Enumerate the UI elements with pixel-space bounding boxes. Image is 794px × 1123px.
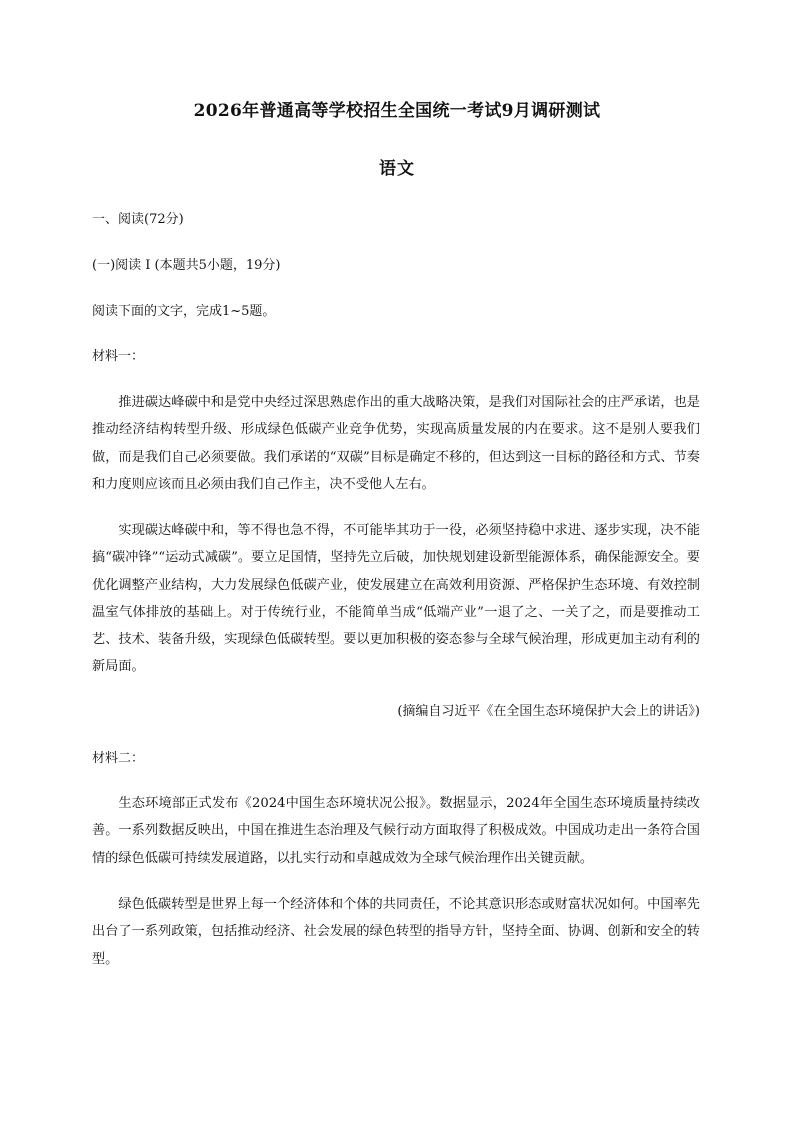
part-heading: (一)阅读 I (本题共5小题，19分) bbox=[92, 258, 281, 273]
material1-paragraph-2: 实现碳达峰碳中和，等不得也急不得，不可能毕其功于一役，必须坚持稳中求进、逐步实现，决不能搞“碳冲锋”“运动式减碳”。要立足国情，坚持先立后破，加快规划建设新型能源体系，确保能源安全。要优化调整产业结构，大力发展绿色低碳产业，使发展建立在高效利用资源、严格保护生态环境、有效控制温室气体排放的基础上。对于传统行业，不能简单当成“低端产业”一退了之、一关了之，而是要推动工艺、技术、装备升级，实现绿色低碳转型。要以更加积极的姿态参与全球气候治理，形成更加主动有利的新局面。 bbox=[92, 523, 700, 675]
subject-title: 语文 bbox=[379, 159, 415, 179]
material2-label: 材料二： bbox=[92, 751, 145, 766]
material2-paragraph-2: 绿色低碳转型是世界上每一个经济体和个体的共同责任，不论其意识形态或财富状况如何。中国率先出台了一系列政策，包括推动经济、社会发展的绿色转型的指导方针，坚持全面、协调、创新和安全的转型。 bbox=[92, 897, 700, 967]
material1-source: (摘编自习近平《在全国生态环境保护大会上的讲话》) bbox=[397, 704, 700, 719]
section-heading: 一、阅读(72分) bbox=[92, 212, 184, 227]
exam-title: 2026年普通高等学校招生全国统一考试9月调研测试 bbox=[193, 101, 601, 121]
material2-paragraph-1: 生态环境部正式发布《2024中国生态环境状况公报》。数据显示，2024年全国生态环境质量持续改善。一系列数据反映出，中国在推进生态治理及气候行动方面取得了积极成效。中国成功走出一条符合国情的绿色低碳可持续发展道路，以扎实行动和卓越成效为全球气候治理作出关键贡献。 bbox=[92, 796, 700, 866]
material1-label: 材料一： bbox=[92, 349, 145, 364]
instruction-text: 阅读下面的文字，完成1~5题。 bbox=[92, 304, 276, 319]
material1-paragraph-1: 推进碳达峰碳中和是党中央经过深思熟虑作出的重大战略决策，是我们对国际社会的庄严承诺，也是推动经济结构转型升级、形成绿色低碳产业竞争优势，实现高质量发展的内在要求。这不是别人要我们做，而是我们自己必须要做。我们承诺的“双碳”目标是确定不移的，但达到这一目标的路径和方式、节奏和力度则应该而且必须由我们自己作主，决不受他人左右。 bbox=[92, 395, 700, 492]
